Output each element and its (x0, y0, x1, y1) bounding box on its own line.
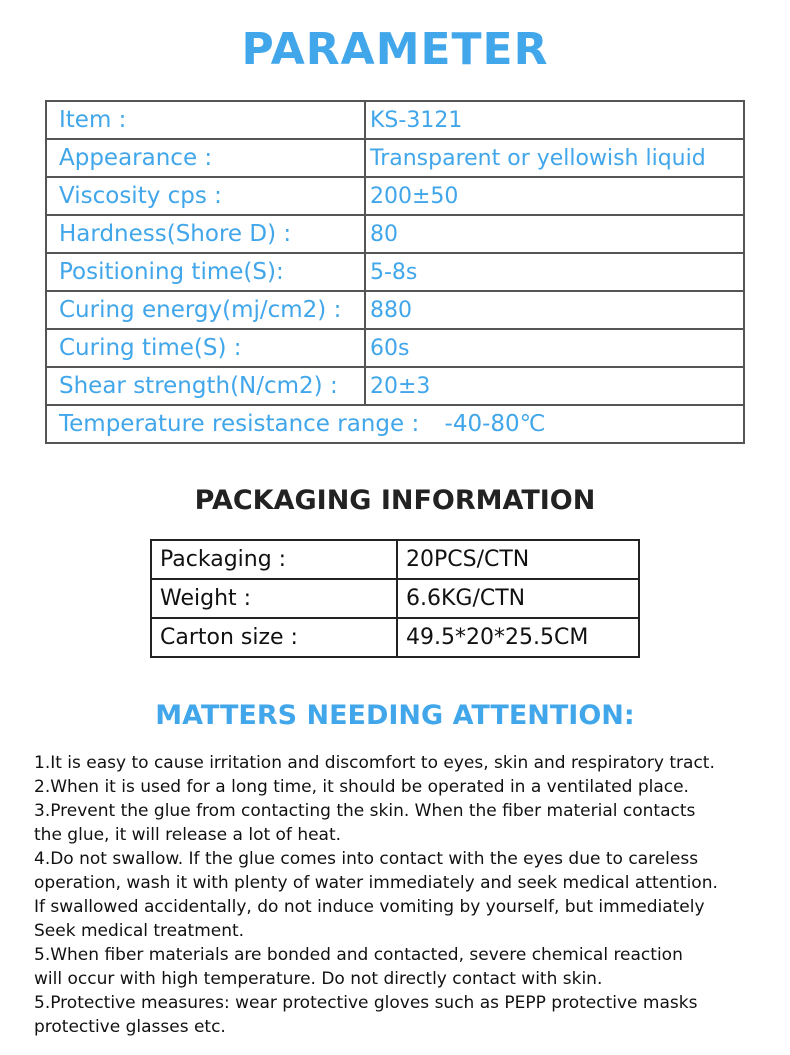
packaging-row (151, 618, 639, 657)
parameter-value: Transparent or yellowish liquid (365, 139, 744, 177)
note-line: 3.Prevent the glue from contacting the skin. When the fiber material contacts (34, 801, 696, 821)
note-line: Seek medical treatment. (34, 921, 245, 941)
parameter-key: Hardness(Shore D) : (46, 215, 365, 253)
note-line: the glue, it will release a lot of heat. (34, 825, 342, 845)
parameter-key: Viscosity cps : (46, 177, 365, 215)
packaging-value: 20PCS/CTN (397, 540, 639, 579)
parameter-key: Shear strength(N/cm2) : (46, 367, 365, 405)
note-line: will occur with high temperature. Do not directly contact with skin. (34, 969, 603, 989)
note-line: 2.When it is used for a long time, it should be operated in a ventilated place. (34, 777, 689, 797)
parameter-row (46, 329, 744, 367)
parameter-key: Temperature resistance range : (59, 411, 420, 437)
packaging-value: 6.6KG/CTN (397, 579, 639, 618)
note-line: 5.Protective measures: wear protective gloves such as PEPP protective masks (34, 993, 698, 1013)
parameter-value: -40-80℃ (444, 411, 546, 437)
parameter-row (46, 405, 744, 443)
parameter-value: 20±3 (365, 367, 744, 405)
note-line: If swallowed accidentally, do not induce vomiting by yourself, but immediately (34, 897, 705, 917)
parameter-value: 200±50 (365, 177, 744, 215)
parameter-row (46, 367, 744, 405)
packaging-title: PACKAGING INFORMATION (194, 485, 596, 516)
packaging-value: 49.5*20*25.5CM (397, 618, 639, 657)
parameter-key: Positioning time(S): (46, 253, 365, 291)
packaging-key: Carton size : (151, 618, 397, 657)
attention-title: MATTERS NEEDING ATTENTION: (155, 700, 635, 731)
parameter-value: KS-3121 (365, 101, 744, 139)
parameter-row (46, 291, 744, 329)
parameter-table (45, 100, 745, 444)
packaging-table (150, 539, 640, 658)
parameter-row (46, 253, 744, 291)
note-line: operation, wash it with plenty of water immediately and seek medical attention. (34, 873, 718, 893)
parameter-full-cell (46, 405, 744, 443)
note-line: protective glasses etc. (34, 1017, 226, 1037)
parameter-row (46, 177, 744, 215)
parameter-key: Appearance : (46, 139, 365, 177)
parameter-key: Curing time(S) : (46, 329, 365, 367)
parameter-key: Item : (46, 101, 365, 139)
packaging-row (151, 540, 639, 579)
parameter-key: Curing energy(mj/cm2) : (46, 291, 365, 329)
packaging-row (151, 579, 639, 618)
note-line: 5.When fiber materials are bonded and contacted, severe chemical reaction (34, 945, 683, 965)
page-title: PARAMETER (241, 24, 549, 75)
packaging-key: Packaging : (151, 540, 397, 579)
packaging-key: Weight : (151, 579, 397, 618)
note-line: 1.It is easy to cause irritation and discomfort to eyes, skin and respiratory tract. (34, 753, 715, 773)
parameter-row (46, 215, 744, 253)
parameter-row (46, 139, 744, 177)
parameter-value: 80 (365, 215, 744, 253)
parameter-value: 880 (365, 291, 744, 329)
parameter-value: 60s (365, 329, 744, 367)
attention-notes (34, 751, 774, 1039)
parameter-value: 5-8s (365, 253, 744, 291)
note-line: 4.Do not swallow. If the glue comes into contact with the eyes due to careless (34, 849, 699, 869)
parameter-row (46, 101, 744, 139)
